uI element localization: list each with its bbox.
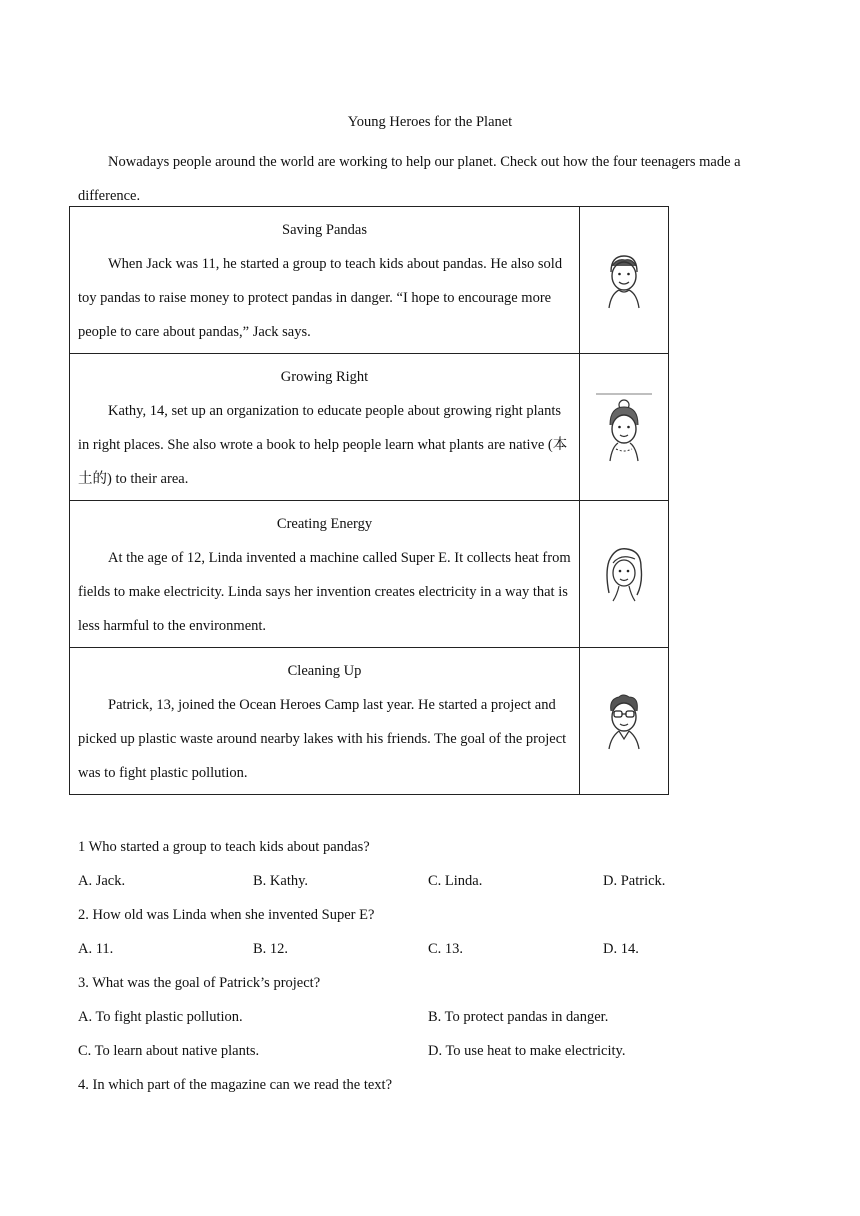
option-d: D. To use heat to make electricity. xyxy=(428,1043,626,1059)
section-body: When Jack was 11, he started a group to teach kids about pandas. He also sold toy pandas to raise money to protect pandas in danger. “I hope to encourage more people to care about pandas,” Jack says. xyxy=(78,256,563,340)
option-a: A. To fight plastic pollution. xyxy=(78,1009,243,1025)
questions-section xyxy=(78,830,778,1102)
option-b: B. To protect pandas in danger. xyxy=(428,1009,609,1025)
section-text-cell xyxy=(70,501,580,648)
option-b: B. Kathy. xyxy=(253,873,309,889)
girl-long-hair-face-icon xyxy=(599,543,649,605)
section-body: Kathy, 14, set up an organization to educate people about growing right plants in right places. She also wrote a book to help people learn what plants are native (本土的) to their area. xyxy=(78,403,568,487)
section-body: At the age of 12, Linda invented a machine called Super E. It collects heat from fields to make electricity. Linda says her invention creates electricity in a way that is less harmful to the environment. xyxy=(78,550,571,634)
option-c: C. To learn about native plants. xyxy=(78,1043,260,1059)
boy-glasses-face-icon xyxy=(599,691,649,751)
section-body: Patrick, 13, joined the Ocean Heroes Camp last year. He started a project and picked up plastic waste around nearby lakes with his friends. The goal of the project was to fight plastic pollution. xyxy=(78,697,567,781)
section-heading: Growing Right xyxy=(280,369,369,385)
section-picture-cell xyxy=(580,501,669,648)
section-heading: Cleaning Up xyxy=(287,663,362,679)
option-a: A. Jack. xyxy=(78,873,126,889)
section-picture-cell xyxy=(580,354,669,501)
option-b: B. 12. xyxy=(253,941,289,957)
option-c: C. 13. xyxy=(428,941,464,957)
table-row xyxy=(70,501,669,648)
table-row xyxy=(70,207,669,354)
answer-options xyxy=(78,932,778,966)
question-stem: 3. What was the goal of Patrick’s project? xyxy=(78,975,321,991)
section-text-cell xyxy=(70,207,580,354)
boy-face-icon xyxy=(599,250,649,310)
question-stem: 1 Who started a group to teach kids about pandas? xyxy=(78,839,370,855)
option-c: C. Linda. xyxy=(428,873,483,889)
answer-options xyxy=(78,864,778,898)
heroes-table xyxy=(69,206,669,795)
option-d: D. Patrick. xyxy=(603,873,666,889)
passage-title: Young Heroes for the Planet xyxy=(347,114,513,130)
question-stem: 4. In which part of the magazine can we read the text? xyxy=(78,1077,393,1093)
girl-bun-face-icon xyxy=(594,391,654,463)
question-stem: 2. How old was Linda when she invented Super E? xyxy=(78,907,375,923)
section-heading: Creating Energy xyxy=(276,516,373,532)
section-picture-cell xyxy=(580,648,669,795)
section-text-cell xyxy=(70,648,580,795)
section-heading: Saving Pandas xyxy=(282,222,367,238)
passage-intro: Nowadays people around the world are working to help our planet. Check out how the four teenagers made a difference. xyxy=(78,154,741,204)
option-d: D. 14. xyxy=(603,941,639,957)
table-row xyxy=(70,648,669,795)
table-row xyxy=(70,354,669,501)
section-text-cell xyxy=(70,354,580,501)
section-picture-cell xyxy=(580,207,669,354)
answer-options xyxy=(78,1000,778,1034)
answer-options xyxy=(78,1034,778,1068)
option-a: A. 11. xyxy=(78,941,114,957)
